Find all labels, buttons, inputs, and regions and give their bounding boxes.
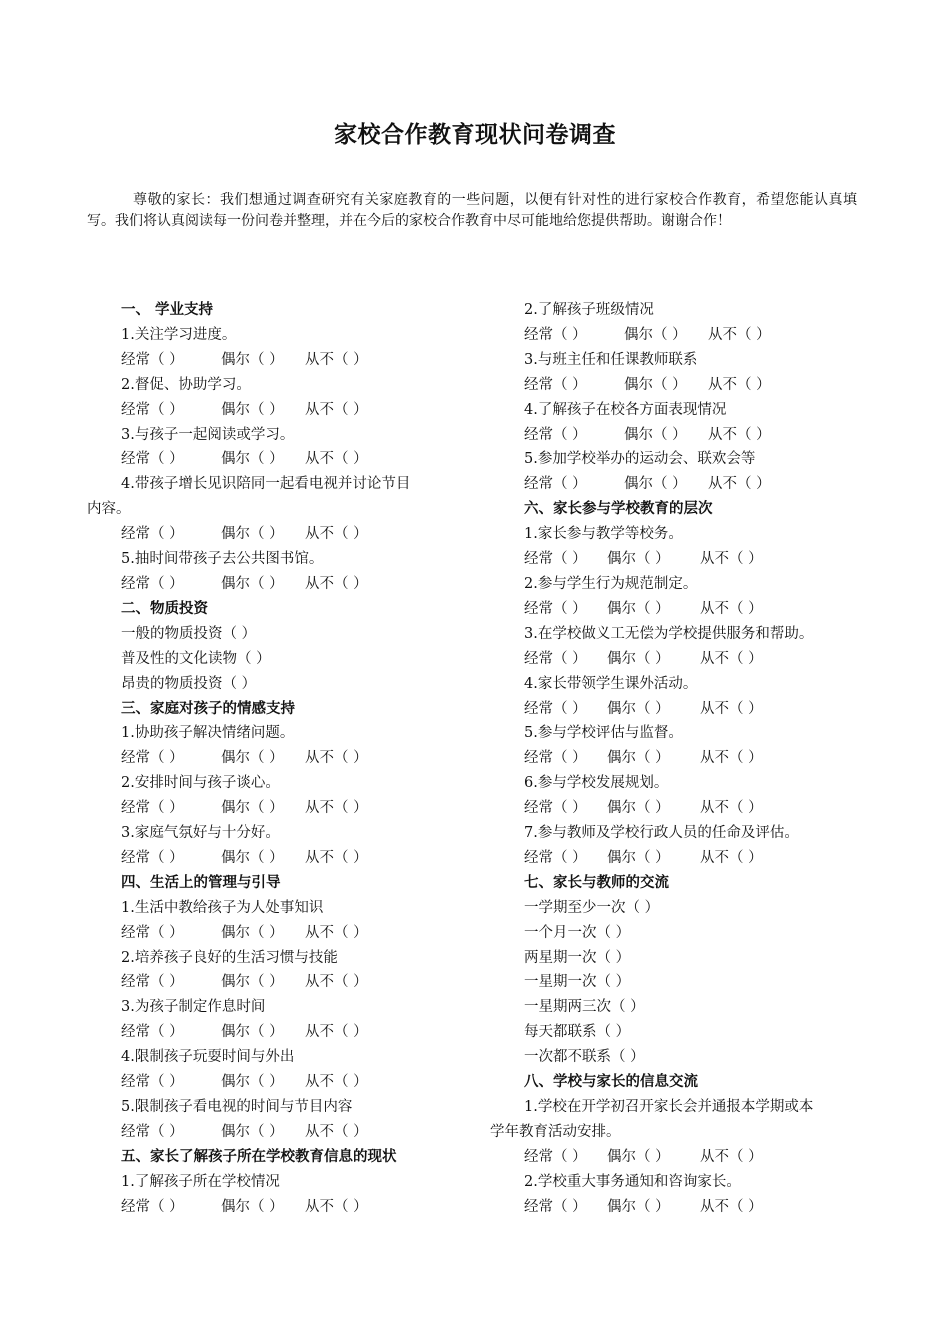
question: 3.在学校做义工无偿为学校提供服务和帮助。 (524, 625, 814, 642)
option-often[interactable]: 经常（ ） (524, 1198, 587, 1215)
answer-options (87, 970, 477, 995)
option-never[interactable]: 从不（ ） (305, 1198, 368, 1215)
option-sometimes[interactable]: 偶尔（ ） (624, 376, 687, 393)
option-never[interactable]: 从不（ ） (305, 451, 368, 468)
option-never[interactable]: 从不（ ） (305, 750, 368, 767)
left-column (87, 298, 477, 1220)
option-sometimes[interactable]: 偶尔（ ） (607, 849, 670, 866)
question: 3.家庭气氛好与十分好。 (121, 825, 280, 842)
option-often[interactable]: 经常（ ） (524, 551, 587, 568)
answer-options (490, 647, 890, 672)
option-never[interactable]: 从不（ ） (708, 376, 771, 393)
option-sometimes[interactable]: 偶尔（ ） (221, 1123, 284, 1140)
option-often[interactable]: 经常（ ） (121, 974, 184, 991)
option-never[interactable]: 从不（ ） (708, 476, 771, 493)
answer-options (87, 921, 477, 946)
question: 3.与孩子一起阅读或学习。 (121, 426, 295, 443)
question: 4.带孩子增长见识陪同一起看电视并讨论节目 (121, 476, 411, 493)
answer-options (87, 796, 477, 821)
question: 1.关注学习进度。 (121, 326, 237, 343)
choice-option: 一般的物质投资（ ） (121, 625, 257, 642)
option-sometimes[interactable]: 偶尔（ ） (607, 800, 670, 817)
question: 1.了解孩子所在学校情况 (121, 1173, 280, 1190)
option-never[interactable]: 从不（ ） (700, 600, 763, 617)
option-often[interactable]: 经常（ ） (121, 1024, 184, 1041)
question: 6.参与学校发展规划。 (524, 775, 669, 792)
option-sometimes[interactable]: 偶尔（ ） (607, 650, 670, 667)
question: 2.培养孩子良好的生活习惯与技能 (121, 949, 338, 966)
answer-options (490, 697, 890, 722)
answer-options (490, 373, 890, 398)
option-often[interactable]: 经常（ ） (121, 351, 184, 368)
option-sometimes[interactable]: 偶尔（ ） (221, 1198, 284, 1215)
question: 2.了解孩子班级情况 (524, 302, 654, 318)
option-never[interactable]: 从不（ ） (305, 1074, 368, 1091)
option-never[interactable]: 从不（ ） (305, 401, 368, 418)
option-often[interactable]: 经常（ ） (121, 1123, 184, 1140)
answer-options (87, 572, 477, 597)
option-often[interactable]: 经常（ ） (524, 376, 587, 393)
answer-options (87, 746, 477, 771)
choice-option: 每天都联系（ ） (524, 1024, 631, 1041)
answer-options (87, 447, 477, 472)
option-often[interactable]: 经常（ ） (121, 800, 184, 817)
option-sometimes[interactable]: 偶尔（ ） (221, 924, 284, 941)
question: 7.参与教师及学校行政人员的任命及评估。 (524, 825, 799, 842)
option-often[interactable]: 经常（ ） (121, 924, 184, 941)
option-often[interactable]: 经常（ ） (524, 476, 587, 493)
option-often[interactable]: 经常（ ） (524, 849, 587, 866)
answer-options (490, 472, 890, 497)
question: 1.生活中教给孩子为人处事知识 (121, 899, 324, 916)
option-never[interactable]: 从不（ ） (700, 750, 763, 767)
question: 5.限制孩子看电视的时间与节目内容 (121, 1099, 353, 1115)
option-never[interactable]: 从不（ ） (708, 326, 771, 343)
section-heading: 三、家庭对孩子的情感支持 (121, 699, 295, 717)
option-sometimes[interactable]: 偶尔（ ） (221, 1024, 284, 1041)
option-often[interactable]: 经常（ ） (121, 1198, 184, 1215)
question: 2.学校重大事务通知和咨询家长。 (524, 1173, 741, 1190)
answer-options (87, 846, 477, 871)
question: 2.安排时间与孩子谈心。 (121, 775, 280, 792)
option-sometimes[interactable]: 偶尔（ ） (221, 849, 284, 866)
question: 3.为孩子制定作息时间 (121, 999, 266, 1016)
option-never[interactable]: 从不（ ） (700, 800, 763, 817)
answer-options (490, 547, 890, 572)
section-heading: 四、生活上的管理与引导 (121, 873, 281, 891)
question: 4.家长带领学生课外活动。 (524, 675, 698, 692)
option-sometimes[interactable]: 偶尔（ ） (221, 526, 284, 543)
question: 2.参与学生行为规范制定。 (524, 575, 698, 592)
answer-options (490, 1195, 890, 1220)
choice-option: 一学期至少一次（ ） (524, 899, 660, 916)
option-never[interactable]: 从不（ ） (708, 426, 771, 443)
question: 4.了解孩子在校各方面表现情况 (524, 401, 727, 418)
section-heading: 八、学校与家长的信息交流 (524, 1073, 698, 1091)
choice-option: 一星期一次（ ） (524, 974, 631, 991)
question: 1.学校在开学初召开家长会并通报本学期或本 (524, 1099, 814, 1115)
answer-options (87, 1020, 477, 1045)
question: 5.参加学校举办的运动会、联欢会等 (524, 451, 756, 468)
option-never[interactable]: 从不（ ） (305, 849, 368, 866)
answer-options (490, 1145, 890, 1170)
option-sometimes[interactable]: 偶尔（ ） (624, 476, 687, 493)
option-sometimes[interactable]: 偶尔（ ） (221, 800, 284, 817)
answer-options (87, 1070, 477, 1095)
option-never[interactable]: 从不（ ） (305, 351, 368, 368)
answer-options (490, 323, 890, 348)
choice-option: 两星期一次（ ） (524, 949, 631, 966)
option-never[interactable]: 从不（ ） (700, 551, 763, 568)
option-often[interactable]: 经常（ ） (121, 1074, 184, 1091)
option-sometimes[interactable]: 偶尔（ ） (221, 1074, 284, 1091)
answer-options (490, 796, 890, 821)
option-never[interactable]: 从不（ ） (305, 1024, 368, 1041)
option-sometimes[interactable]: 偶尔（ ） (221, 974, 284, 991)
option-often[interactable]: 经常（ ） (121, 401, 184, 418)
section-heading: 一、 学业支持 (121, 301, 214, 318)
option-never[interactable]: 从不（ ） (700, 849, 763, 866)
question: 4.限制孩子玩耍时间与外出 (121, 1049, 295, 1066)
option-never[interactable]: 从不（ ） (305, 1123, 368, 1140)
question: 1.协助孩子解决情绪问题。 (121, 725, 295, 742)
choice-option: 普及性的文化读物（ ） (121, 650, 271, 667)
option-never[interactable]: 从不（ ） (305, 800, 368, 817)
question-continued: 学年教育活动安排。 (490, 1123, 621, 1140)
option-sometimes[interactable]: 偶尔（ ） (221, 351, 284, 368)
option-often[interactable]: 经常（ ） (524, 1148, 587, 1165)
answer-options (490, 746, 890, 771)
option-often[interactable]: 经常（ ） (524, 800, 587, 817)
option-sometimes[interactable]: 偶尔（ ） (624, 326, 687, 343)
option-often[interactable]: 经常（ ） (121, 849, 184, 866)
option-often[interactable]: 经常（ ） (524, 326, 587, 343)
option-often[interactable]: 经常（ ） (121, 750, 184, 767)
section-heading: 五、家长了解孩子所在学校教育信息的现状 (121, 1147, 397, 1165)
section-heading: 七、家长与教师的交流 (524, 873, 669, 891)
option-sometimes[interactable]: 偶尔（ ） (607, 1148, 670, 1165)
option-sometimes[interactable]: 偶尔（ ） (607, 1198, 670, 1215)
answer-options (87, 348, 477, 373)
intro-paragraph: 尊敬的家长：我们想通过调查研究有关家庭教育的一些问题，以便有针对性的进行家校合作教育，希望您能认真填写。我们将认真阅读每一份问卷并整理，并在今后的家校合作教育中尽可能地给您提供帮助。谢谢合作！ (87, 192, 857, 229)
option-never[interactable]: 从不（ ） (305, 526, 368, 543)
answer-options (490, 423, 890, 448)
option-sometimes[interactable]: 偶尔（ ） (607, 600, 670, 617)
answer-options (490, 846, 890, 871)
option-sometimes[interactable]: 偶尔（ ） (607, 750, 670, 767)
question: 1.家长参与教学等校务。 (524, 526, 683, 543)
question: 2.督促、协助学习。 (121, 376, 251, 393)
option-often[interactable]: 经常（ ） (524, 426, 587, 443)
answer-options (87, 398, 477, 423)
option-never[interactable]: 从不（ ） (305, 924, 368, 941)
answer-options (87, 522, 477, 547)
section-heading: 二、物质投资 (121, 599, 208, 617)
choice-option: 一星期两三次（ ） (524, 999, 645, 1016)
option-sometimes[interactable]: 偶尔（ ） (221, 401, 284, 418)
option-sometimes[interactable]: 偶尔（ ） (607, 551, 670, 568)
option-often[interactable]: 经常（ ） (121, 451, 184, 468)
option-never[interactable]: 从不（ ） (305, 575, 368, 592)
option-sometimes[interactable]: 偶尔（ ） (624, 426, 687, 443)
answer-options (490, 597, 890, 622)
option-often[interactable]: 经常（ ） (121, 526, 184, 543)
option-never[interactable]: 从不（ ） (700, 700, 763, 717)
option-often[interactable]: 经常（ ） (524, 600, 587, 617)
option-never[interactable]: 从不（ ） (700, 1198, 763, 1215)
option-often[interactable]: 经常（ ） (524, 750, 587, 767)
section-heading: 六、家长参与学校教育的层次 (524, 500, 713, 518)
option-never[interactable]: 从不（ ） (700, 1148, 763, 1165)
option-often[interactable]: 经常（ ） (524, 700, 587, 717)
choice-option: 一个月一次（ ） (524, 924, 631, 941)
question-continued: 内容。 (87, 501, 131, 518)
option-never[interactable]: 从不（ ） (700, 650, 763, 667)
option-never[interactable]: 从不（ ） (305, 974, 368, 991)
option-sometimes[interactable]: 偶尔（ ） (221, 750, 284, 767)
right-column (490, 298, 890, 1220)
option-often[interactable]: 经常（ ） (524, 650, 587, 667)
option-sometimes[interactable]: 偶尔（ ） (221, 451, 284, 468)
option-often[interactable]: 经常（ ） (121, 575, 184, 592)
question: 3.与班主任和任课教师联系 (524, 351, 698, 368)
choice-option: 一次都不联系（ ） (524, 1049, 645, 1066)
question: 5.抽时间带孩子去公共图书馆。 (121, 551, 324, 568)
option-sometimes[interactable]: 偶尔（ ） (607, 700, 670, 717)
page-title: 家校合作教育现状问卷调查 (334, 121, 616, 148)
answer-options (87, 1195, 477, 1220)
question: 5.参与学校评估与监督。 (524, 725, 683, 742)
option-sometimes[interactable]: 偶尔（ ） (221, 575, 284, 592)
answer-options (87, 1120, 477, 1145)
choice-option: 昂贵的物质投资（ ） (121, 675, 257, 692)
